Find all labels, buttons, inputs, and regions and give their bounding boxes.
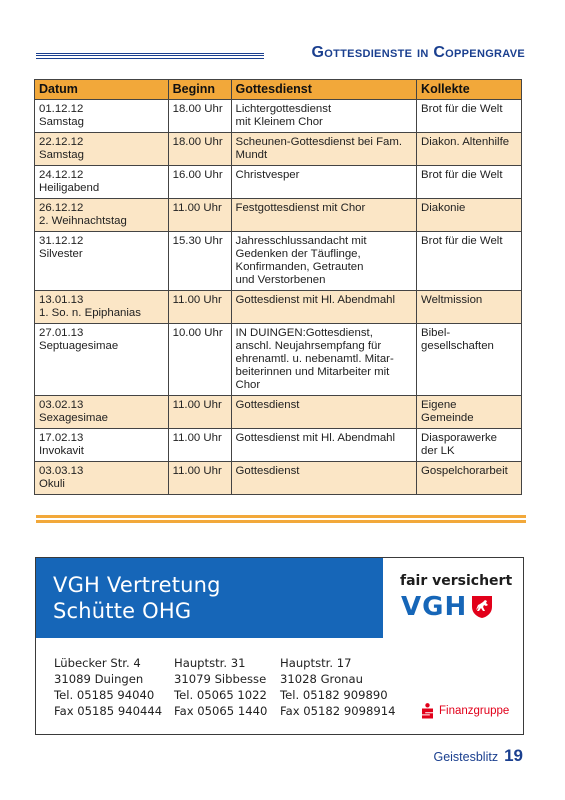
table-row: [35, 462, 522, 495]
finanzgruppe-logo: [421, 703, 509, 719]
cell-time: 10.00 Uhr: [168, 324, 231, 396]
cell-service: [231, 324, 417, 396]
cell-date: [35, 232, 169, 291]
address-phone: Tel. 05185 94040: [54, 688, 155, 702]
cell-service: [231, 462, 417, 495]
collection-line: der LK: [421, 445, 455, 457]
collection-line: Bibel-: [421, 327, 451, 339]
service-line: Chor: [235, 379, 261, 391]
magazine-name: Geistesblitz: [433, 750, 499, 764]
cell-service: [231, 166, 417, 199]
address-city: 31089 Duingen: [54, 672, 144, 686]
cell-time: 11.00 Uhr: [168, 396, 231, 429]
vgh-logo: [401, 592, 493, 622]
cell-date: [35, 291, 169, 324]
day-text: 1. So. n. Epiphanias: [39, 307, 141, 319]
date-text: 01.12.12: [39, 103, 84, 115]
service-line: Gedenken der Täuflinge,: [235, 248, 361, 260]
cell-collection: [417, 166, 522, 199]
date-text: 03.03.13: [39, 465, 84, 477]
sparkasse-s-icon: [421, 703, 434, 719]
collection-line: Gemeinde: [421, 412, 474, 424]
ad-title-line2: Schütte OHG: [53, 599, 192, 623]
table-row: [35, 396, 522, 429]
page-number: 19: [504, 746, 523, 765]
cell-date: [35, 133, 169, 166]
table-header-row: [35, 80, 522, 100]
page-title: Gottesdienste in Coppengrave: [311, 44, 525, 61]
orange-divider: [36, 515, 526, 524]
date-text: 24.12.12: [39, 169, 84, 181]
collection-line: Gospelchorarbeit: [421, 465, 508, 477]
address-city: 31079 Sibbesse: [174, 672, 267, 686]
service-line: beiterinnen und Mitarbeiter mit: [235, 366, 390, 378]
horse-shield-icon: [471, 595, 493, 619]
finanzgruppe-label: Finanzgruppe: [439, 705, 510, 717]
address-phone: Tel. 05065 1022: [174, 688, 267, 702]
service-line: Christvesper: [235, 169, 300, 181]
cell-time: 18.00 Uhr: [168, 100, 231, 133]
service-line: Konfirmanden, Getrauten: [235, 261, 364, 273]
address-street: Hauptstr. 31: [174, 656, 246, 670]
cell-collection: [417, 100, 522, 133]
cell-service: [231, 396, 417, 429]
collection-line: Diakon. Altenhilfe: [421, 136, 510, 148]
cell-collection: [417, 199, 522, 232]
table-row: [35, 291, 522, 324]
service-line: Gottesdienst mit Hl. Abendmahl: [235, 294, 396, 306]
column-header-collection: Kollekte: [417, 80, 522, 100]
cell-time: 11.00 Uhr: [168, 199, 231, 232]
cell-time: 11.00 Uhr: [168, 462, 231, 495]
day-text: 2. Weihnachtstag: [39, 215, 127, 227]
cell-time: 11.00 Uhr: [168, 291, 231, 324]
cell-collection: [417, 133, 522, 166]
collection-line: Weltmission: [421, 294, 483, 306]
cell-date: [35, 396, 169, 429]
table-row: [35, 324, 522, 396]
cell-date: [35, 324, 169, 396]
collection-line: Diasporawerke: [421, 432, 498, 444]
cell-time: 15.30 Uhr: [168, 232, 231, 291]
collection-line: Diakonie: [421, 202, 466, 214]
collection-line: Brot für die Welt: [421, 235, 503, 247]
table-row: [35, 199, 522, 232]
address-fax: Fax 05065 1440: [174, 704, 268, 718]
address-block-gronau: [280, 655, 395, 719]
table-body: [35, 100, 522, 495]
service-line: mit Kleinem Chor: [235, 116, 323, 128]
cell-collection: [417, 232, 522, 291]
cell-date: [35, 429, 169, 462]
date-text: 27.01.13: [39, 327, 84, 339]
service-schedule-table: [34, 79, 522, 495]
vgh-logo-text: VGH: [401, 592, 468, 622]
collection-line: Brot für die Welt: [421, 103, 503, 115]
service-line: Mundt: [235, 149, 268, 161]
cell-service: [231, 199, 417, 232]
service-line: Scheunen-Gottesdienst bei Fam.: [235, 136, 403, 148]
service-line: IN DUINGEN:Gottesdienst,: [235, 327, 373, 339]
cell-collection: [417, 429, 522, 462]
service-line: anschl. Neujahrsempfang für: [235, 340, 382, 352]
day-text: Samstag: [39, 149, 84, 161]
table-row: [35, 429, 522, 462]
day-text: Samstag: [39, 116, 84, 128]
date-text: 03.02.13: [39, 399, 84, 411]
service-line: Festgottesdienst mit Chor: [235, 202, 366, 214]
cell-date: [35, 199, 169, 232]
table-row: [35, 166, 522, 199]
collection-line: Brot für die Welt: [421, 169, 503, 181]
day-text: Silvester: [39, 248, 83, 260]
date-text: 13.01.13: [39, 294, 84, 306]
cell-time: 11.00 Uhr: [168, 429, 231, 462]
cell-collection: [417, 324, 522, 396]
service-line: ehrenamtl. u. nebenamtl. Mitar-: [235, 353, 394, 365]
table-row: [35, 232, 522, 291]
cell-date: [35, 166, 169, 199]
cell-date: [35, 100, 169, 133]
ad-banner: [36, 558, 383, 638]
date-text: 31.12.12: [39, 235, 84, 247]
cell-collection: [417, 291, 522, 324]
date-text: 22.12.12: [39, 136, 84, 148]
date-text: 17.02.13: [39, 432, 84, 444]
column-header-service: Gottesdienst: [231, 80, 417, 100]
cell-service: [231, 232, 417, 291]
day-text: Sexagesimae: [39, 412, 109, 424]
address-block-duingen: [54, 655, 162, 719]
service-line: Jahresschlussandacht mit: [235, 235, 367, 247]
cell-service: [231, 291, 417, 324]
collection-line: Eigene: [421, 399, 457, 411]
page-footer: [433, 746, 523, 766]
cell-time: 16.00 Uhr: [168, 166, 231, 199]
ad-tagline: fair versichert: [400, 573, 513, 589]
table-row: [35, 133, 522, 166]
service-line: Lichtergottesdienst: [235, 103, 332, 115]
address-phone: Tel. 05182 909890: [280, 688, 388, 702]
table-row: [35, 100, 522, 133]
address-street: Hauptstr. 17: [280, 656, 352, 670]
service-line: und Verstorbenen: [235, 274, 326, 286]
cell-service: [231, 429, 417, 462]
cell-collection: [417, 396, 522, 429]
heading-rule: [36, 53, 264, 59]
address-street: Lübecker Str. 4: [54, 656, 141, 670]
service-line: Gottesdienst: [235, 465, 300, 477]
cell-time: 18.00 Uhr: [168, 133, 231, 166]
date-text: 26.12.12: [39, 202, 84, 214]
day-text: Okuli: [39, 478, 65, 490]
day-text: Invokavit: [39, 445, 84, 457]
day-text: Septuagesimae: [39, 340, 119, 352]
service-line: Gottesdienst: [235, 399, 300, 411]
address-fax: Fax 05182 9098914: [280, 704, 396, 718]
column-header-time: Beginn: [168, 80, 231, 100]
address-city: 31028 Gronau: [280, 672, 363, 686]
collection-line: gesellschaften: [421, 340, 494, 352]
service-line: Gottesdienst mit Hl. Abendmahl: [235, 432, 396, 444]
address-block-sibbesse: [174, 655, 267, 719]
day-text: Heiligabend: [39, 182, 100, 194]
ad-title-line1: VGH Vertretung: [53, 573, 221, 597]
cell-service: [231, 133, 417, 166]
column-header-date: Datum: [35, 80, 169, 100]
cell-collection: [417, 462, 522, 495]
address-fax: Fax 05185 940444: [54, 704, 163, 718]
cell-service: [231, 100, 417, 133]
cell-date: [35, 462, 169, 495]
advertisement: [35, 557, 524, 735]
